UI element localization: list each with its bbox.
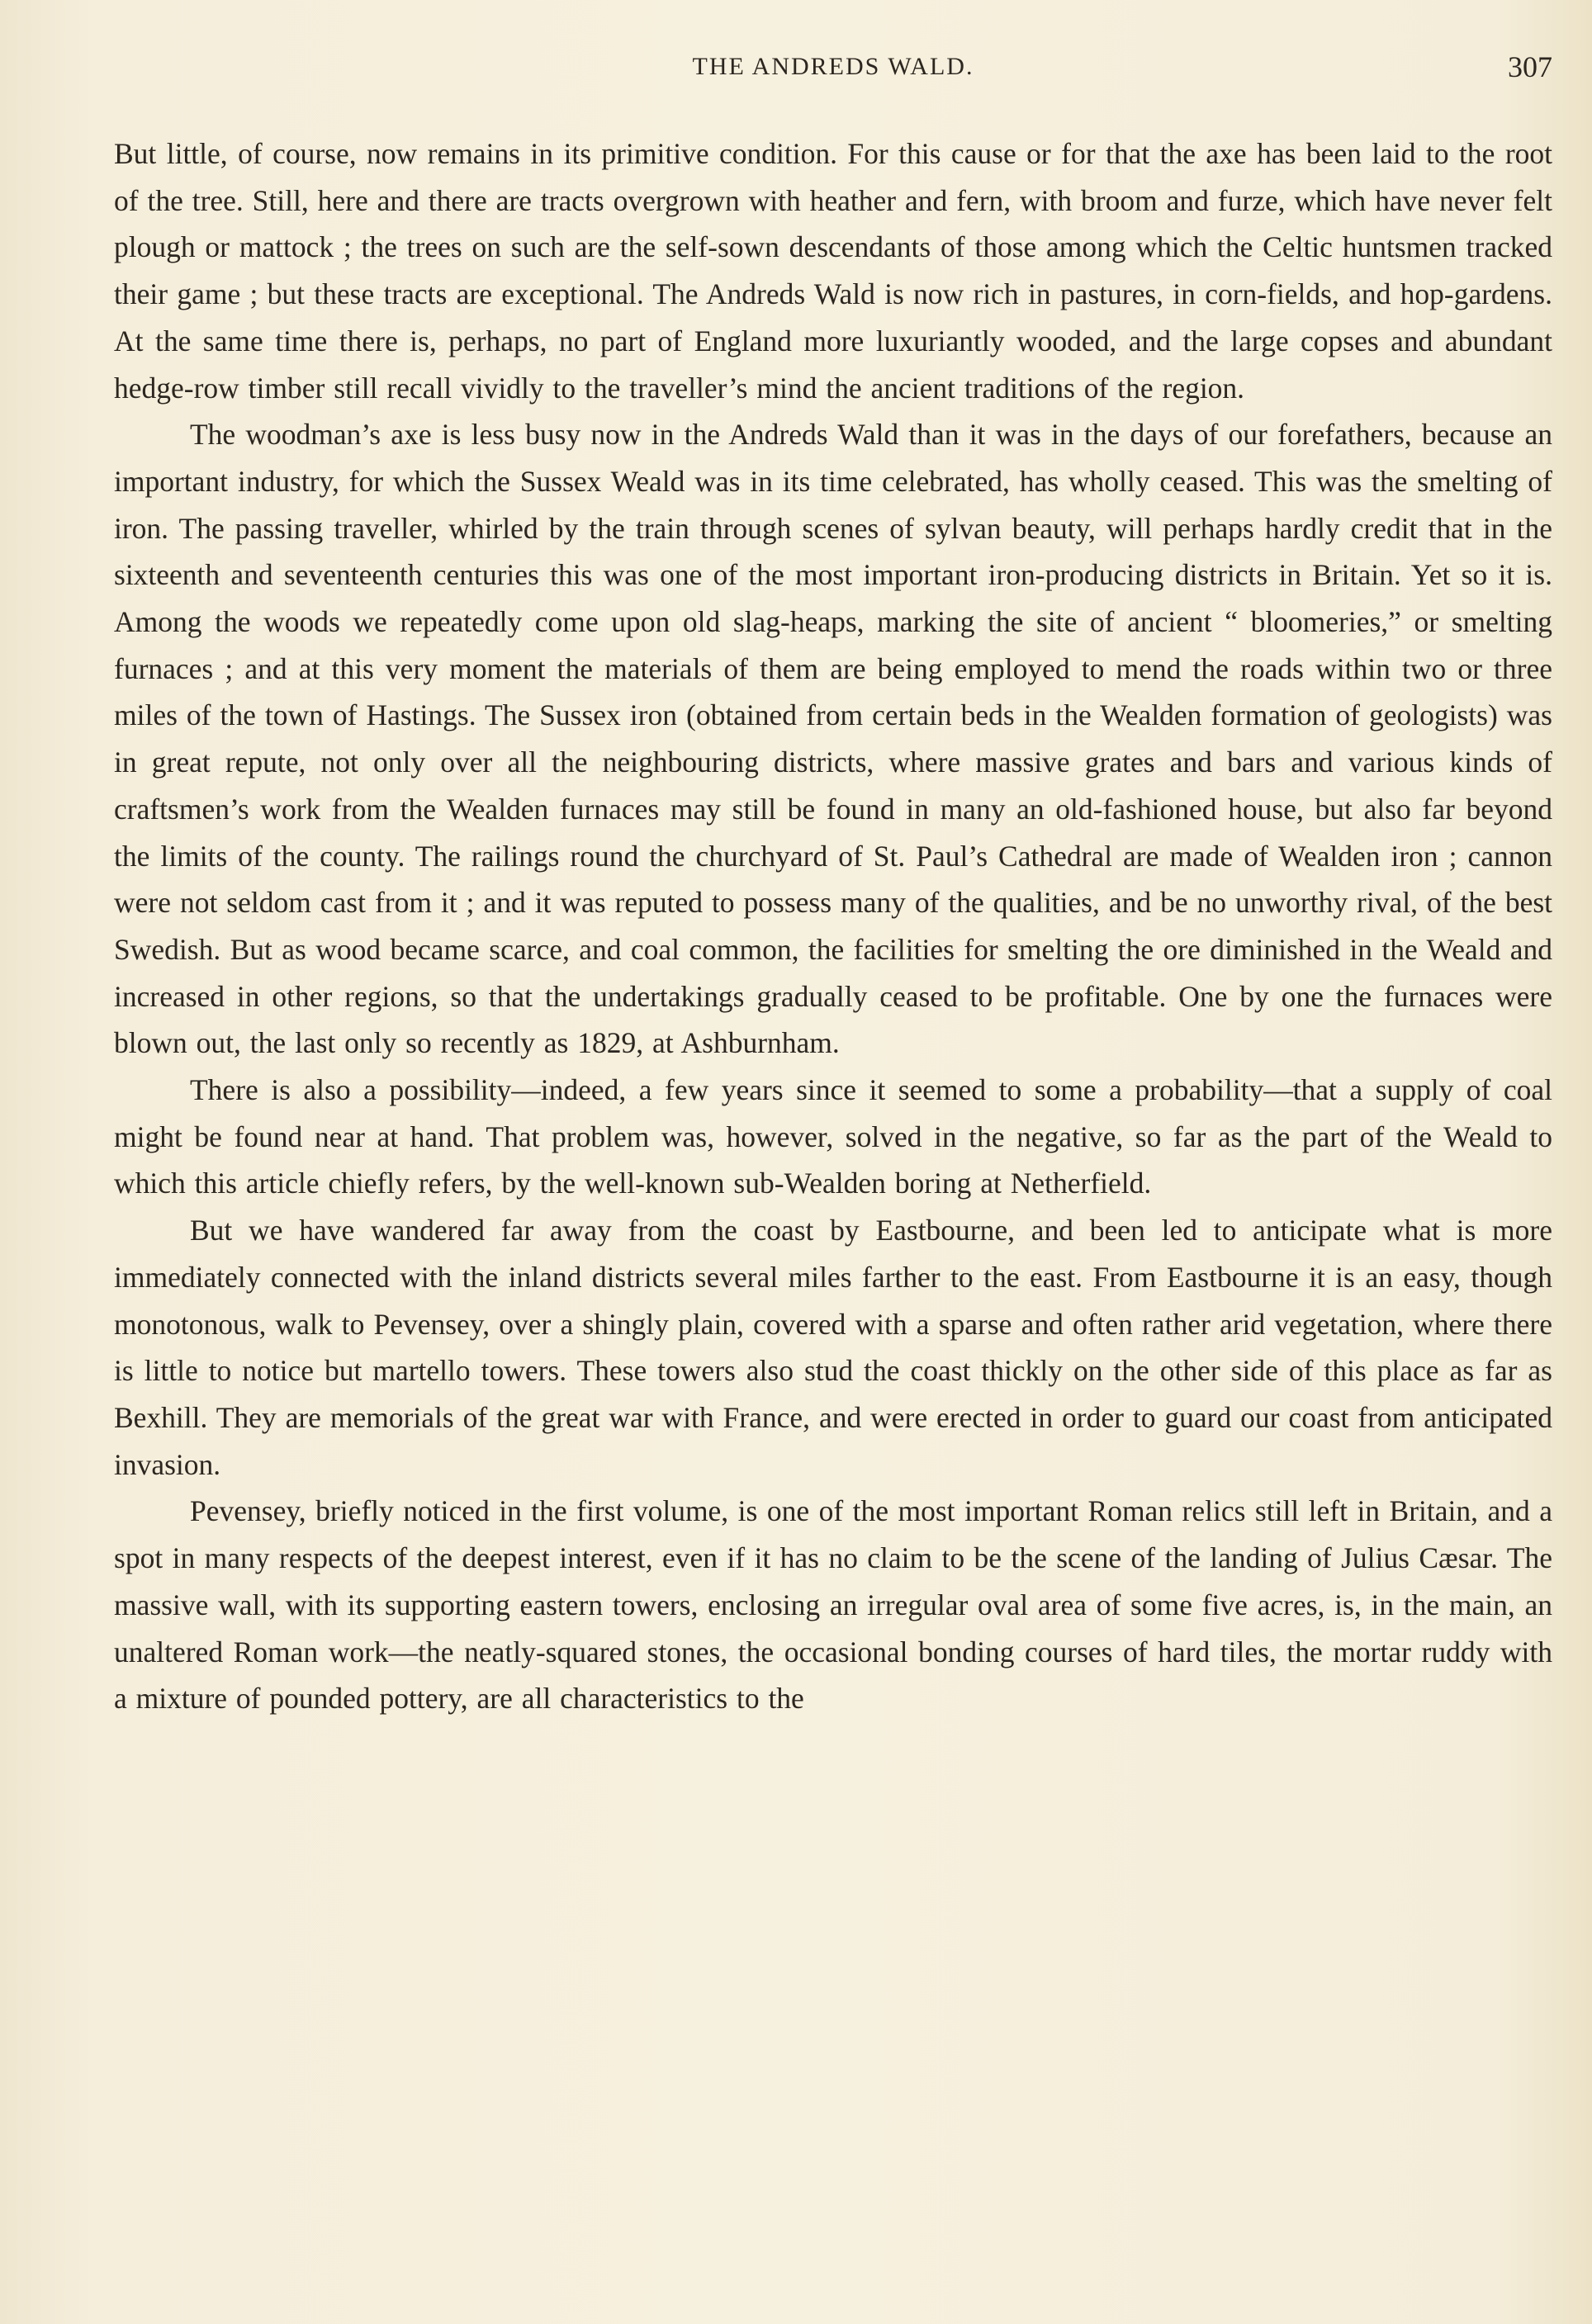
paragraph: But little, of course, now remains in its primitive condition. For this cause or for that the axe has been laid to the root of the tree. Still, here and there are tracts overgrown with heather and fern, with broom and furze, which have never felt plough or mattock ; the trees on such are the self-sown descendants of those among which the Celtic huntsmen tracked their game ; but these tracts are exceptional. The Andreds Wald is now rich in pastures, in corn-fields, and hop-gardens. At the same time there is, perhaps, no part of England more luxuriantly wooded, and the large copses and abundant hedge-row timber still recall vividly to the traveller’s mind the ancient traditions of the region. (114, 137, 1552, 405)
paragraph: There is also a possibility—indeed, a few years since it seemed to some a probability—that a supply of coal might be found near at hand. That problem was, however, solved in the negative, so far as the part of the Weald to which this article chiefly refers, by the well-known sub-Wealden boring at Netherfield. (114, 1073, 1552, 1200)
paragraph: Pevensey, briefly noticed in the first volume, is one of the most important Roman relics still left in Britain, and a spot in many respects of the deepest interest, even if it has no claim to be the scene of the landing of Julius Cæsar. The massive wall, with its supporting eastern towers, enclosing an irregular oval area of some five acres, is, in the main, an unaltered Roman work—the neatly-squared stones, the occasional bonding courses of hard tiles, the mortar ruddy with a mixture of pounded pottery, are all characteristics to the (114, 1494, 1552, 1716)
paragraph: But we have wandered far away from the coast by Eastbourne, and been led to anticipate what is more immediately connected with the inland districts several miles farther to the east. From Eastbourne it is an easy, though monotonous, walk to Pevensey, over a shingly plain, covered with a sparse and often rather arid vegetation, where there is little to notice but martello towers. These towers also stud the coast thickly on the other side of this place as far as Bexhill. They are memorials of the great war with France, and were erected in order to guard our coast from anticipated invasion. (114, 1214, 1552, 1481)
page-number: 307 (1508, 50, 1552, 83)
body-text (114, 130, 1552, 1722)
running-title: THE ANDREDS WALD. (692, 53, 974, 80)
running-head (114, 50, 1552, 86)
paragraph: The woodman’s axe is less busy now in the Andreds Wald than it was in the days of our forefathers, because an important industry, for which the Sussex Weald was in its time celebrated, has wholly ceased. This was the smelting of iron. The passing traveller, whirled by the train through scenes of sylvan beauty, will perhaps hardly credit that in the sixteenth and seventeenth centuries this was one of the most important iron-producing districts in Britain. Yet so it is. Among the woods we repeatedly come upon old slag-heaps, marking the site of ancient “ bloomeries,” or smelting furnaces ; and at this very moment the materials of them are being employed to mend the roads within two or three miles of the town of Hastings. The Sussex iron (obtained from certain beds in the Wealden formation of geologists) was in great repute, not only over all the neighbouring districts, where massive grates and bars and various kinds of craftsmen’s work from the Wealden furnaces may still be found in many an old-fashioned house, but also far beyond the limits of the county. The railings round the churchyard of St. Paul’s Cathedral are made of Wealden iron ; cannon were not seldom cast from it ; and it was reputed to possess many of the qualities, and be no unworthy rival, of the best Swedish. But as wood became scarce, and coal common, the facilities for smelting the ore diminished in the Weald and increased in other regions, so that the undertakings gradually ceased to be profitable. One by one the furnaces were blown out, the last only so recently as 1829, at Ashburnham. (114, 418, 1552, 1060)
